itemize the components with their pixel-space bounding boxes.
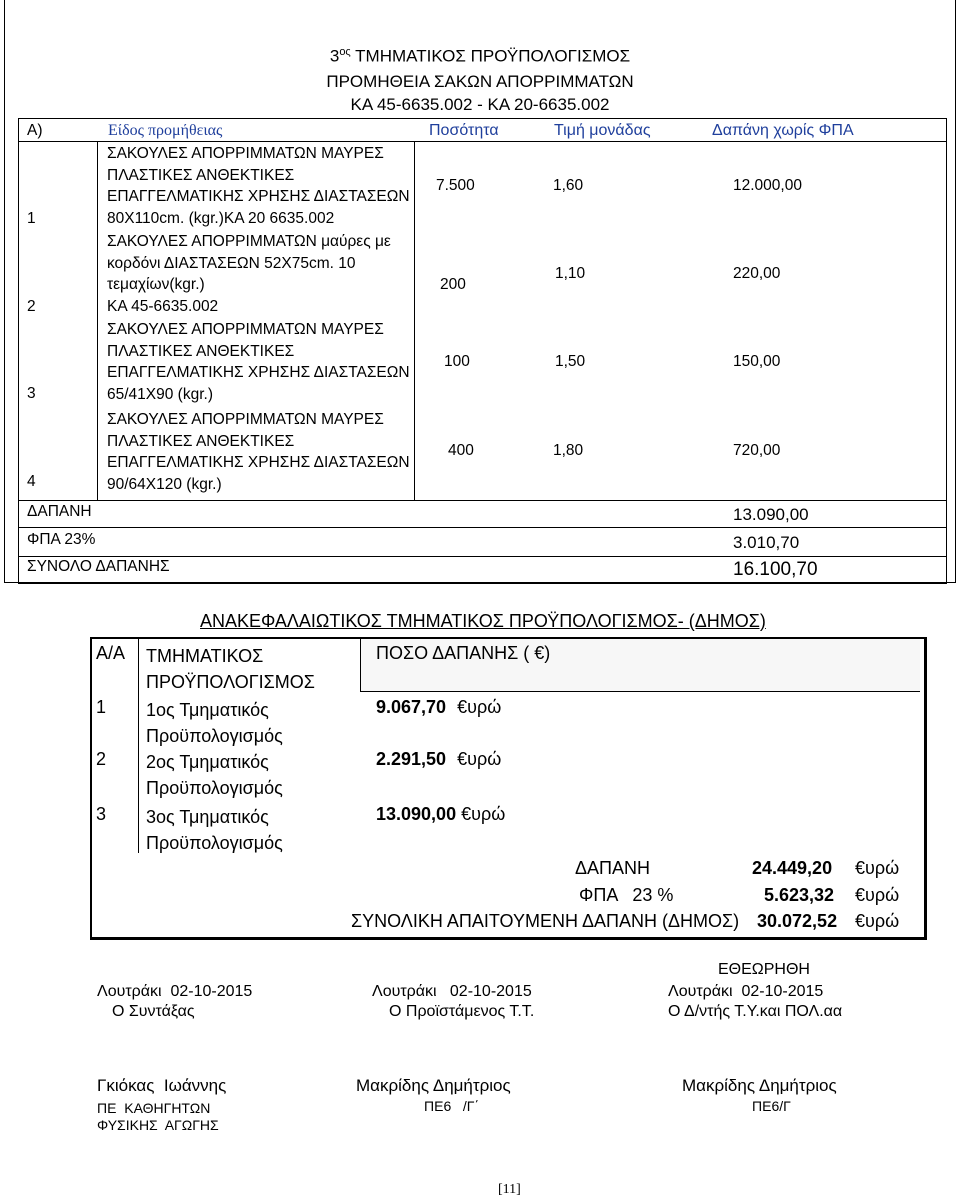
column-header-item: Είδος προμήθειας [108, 122, 223, 139]
signatory-title-line2: ΦΥΣΙΚΗΣ ΑΓΩΓΗΣ [97, 1117, 219, 1133]
table-rule [18, 500, 947, 501]
summary-row-amount: 9.067,70 €υρώ [376, 697, 502, 717]
summary-total-value: 24.449,20 [752, 858, 833, 878]
signature-place-date: Λουτράκι 02-10-2015 [668, 983, 824, 1000]
item-description: ΣΑΚΟΥΛΕΣ ΑΠΟΡΡΙΜΜΑΤΩΝ ΜΑΥΡΕΣ ΠΛΑΣΤΙΚΕΣ ΑΝΘΕΚΤΙΚΕΣ ΕΠΑΓΓΕΛΜΑΤΙΚΗΣ ΧΡΗΣΗΣ ΔΙΑΣΤΑΣΕΩΝ 80Χ110cm. (kgr.)ΚΑ 20 6635.002 [107, 145, 410, 227]
total-label: ΔΑΠΑΝΗ [27, 503, 92, 520]
row-number: 2 [27, 298, 36, 315]
summary-grand-total-currency: €υρώ [855, 911, 900, 931]
vat-label: ΦΠΑ 23% [27, 531, 96, 548]
signatory-title: ΠΕ6 /Γ΄ [424, 1098, 480, 1114]
summary-row-number: 1 [96, 697, 107, 717]
column-header-unit-price: Τιμή μονάδας [554, 122, 651, 139]
table-rule [18, 556, 947, 557]
cost-cell: 12.000,00 [733, 177, 802, 194]
signatory-name: Μακρίδης Δημήτριος [356, 1076, 511, 1095]
document-subtitle: ΠΡΟΜΗΘΕΙΑ ΣΑΚΩΝ ΑΠΟΡΡΙΜΜΑΤΩΝ [326, 72, 634, 91]
signature-role: Ο Συντάξας [112, 1003, 195, 1020]
quantity-cell: 200 [440, 276, 466, 293]
table-rule [18, 527, 947, 528]
title-superscript: ος [339, 46, 351, 58]
item-description: ΣΑΚΟΥΛΕΣ ΑΠΟΡΡΙΜΜΑΤΩΝ ΜΑΥΡΕΣ ΠΛΑΣΤΙΚΕΣ ΑΝΘΕΚΤΙΚΕΣ ΕΠΑΓΓΕΛΜΑΤΙΚΗΣ ΧΡΗΣΗΣ ΔΙΑΣΤΑΣΕΩΝ 90/64Χ120 (kgr.) [107, 411, 410, 493]
summary-grand-total-label: ΣΥΝΟΛΙΚΗ ΑΠΑΙΤΟΥΜΕΝΗ ΔΑΠΑΝΗ (ΔΗΜΟΣ) [351, 911, 740, 931]
summary-grand-total-value: 30.072,52 [757, 911, 838, 931]
table-rule [97, 141, 98, 500]
unit-price-cell: 1,10 [555, 265, 586, 282]
quantity-cell: 7.500 [436, 177, 475, 194]
item-description: ΣΑΚΟΥΛΕΣ ΑΠΟΡΡΙΜΜΑΤΩΝ ΜΑΥΡΕΣ ΠΛΑΣΤΙΚΕΣ ΑΝΘΕΚΤΙΚΕΣ ΕΠΑΓΓΕΛΜΑΤΙΚΗΣ ΧΡΗΣΗΣ ΔΙΑΣΤΑΣΕΩΝ 65/41Χ90 (kgr.) [107, 321, 410, 403]
signatory-name: Γκιόκας Ιωάννης [97, 1076, 227, 1095]
summary-vat-currency: €υρώ [855, 885, 900, 905]
quantity-cell: 400 [448, 442, 474, 459]
unit-price-cell: 1,50 [555, 353, 586, 370]
summary-title: ΑΝΑΚΕΦΑΛΑΙΩΤΙΚΟΣ ΤΜΗΜΑΤΙΚΟΣ ΠΡΟΫΠΟΛΟΓΙΣΜΟΣ- (ΔΗΜΟΣ) [200, 611, 766, 631]
grand-total-value: 16.100,70 [733, 559, 818, 580]
summary-row-number: 3 [96, 804, 107, 824]
summary-total-label: ΔΑΠΑΝΗ [575, 858, 651, 878]
title-text: ΤΜΗΜΑΤΙΚΟΣ ΠΡΟΫΠΟΛΟΓΙΣΜΟΣ [355, 46, 631, 66]
column-header-budget: ΤΜΗΜΑΤΙΚΟΣ ΠΡΟΫΠΟΛΟΓΙΣΜΟΣ [146, 646, 315, 692]
cost-cell: 720,00 [733, 442, 781, 459]
cost-cell: 220,00 [733, 265, 781, 282]
column-header-aa: Α/Α [96, 643, 126, 663]
signatory-name: Μακρίδης Δημήτριος [682, 1076, 837, 1095]
page-number: [11] [498, 1182, 521, 1197]
summary-row-amount: 2.291,50 €υρώ [376, 749, 502, 769]
title-number: 3 [329, 46, 340, 66]
summary-row-amount: 13.090,00 €υρώ [376, 804, 506, 824]
signatory-title: ΠΕ ΚΑΘΗΓΗΤΩΝ [97, 1100, 211, 1116]
summary-row-name: 3ος Τμηματικός Προϋπολογισμός [146, 807, 283, 853]
signature-role: Ο Δ/ντής Τ.Υ.και ΠΟΛ.αα [668, 1003, 843, 1020]
column-header-amount: ΠΟΣΟ ΔΑΠΑΝΗΣ ( €) [376, 643, 551, 663]
budget-codes: ΚΑ 45-6635.002 - ΚΑ 20-6635.002 [350, 95, 610, 114]
table-rule [18, 141, 947, 142]
column-header-cost: Δαπάνη χωρίς ΦΠΑ [712, 122, 854, 139]
approved-heading: ΕΘΕΩΡΗΘΗ [718, 961, 810, 978]
summary-row-name: 2ος Τμηματικός Προϋπολογισμός [146, 752, 283, 798]
unit-price-cell: 1,80 [553, 442, 584, 459]
table-rule [414, 141, 415, 500]
signature-place-date: Λουτράκι 02-10-2015 [372, 983, 532, 1000]
column-header-quantity: Ποσότητα [429, 122, 499, 139]
item-description: ΣΑΚΟΥΛΕΣ ΑΠΟΡΡΙΜΜΑΤΩΝ μαύρες με κορδόνι ΔΙΑΣΤΑΣΕΩΝ 52Χ75cm. 10 τεμαχίων(kgr.) ΚΑ 45-6635.002 [107, 233, 391, 315]
row-number: 3 [27, 385, 36, 402]
cost-cell: 150,00 [733, 353, 781, 370]
vat-value: 3.010,70 [733, 533, 800, 552]
document-title [0, 46, 960, 67]
table-rule [138, 639, 139, 853]
summary-row-number: 2 [96, 749, 107, 769]
row-number: 1 [27, 210, 36, 227]
quantity-cell: 100 [444, 353, 470, 370]
row-number: 4 [27, 473, 36, 490]
summary-vat-label: ΦΠΑ 23 % [579, 885, 674, 905]
total-value: 13.090,00 [733, 505, 809, 524]
summary-total-currency: €υρώ [855, 858, 900, 878]
signature-place-date: Λουτράκι 02-10-2015 [97, 983, 253, 1000]
summary-vat-value: 5.623,32 [764, 885, 835, 905]
signature-role: Ο Προϊστάμενος Τ.Τ. [389, 1003, 535, 1020]
section-label: Α) [27, 122, 43, 139]
grand-total-label: ΣΥΝΟΛΟ ΔΑΠΑΝΗΣ [27, 558, 170, 575]
summary-row-name: 1ος Τμηματικός Προϋπολογισμός [146, 700, 283, 746]
unit-price-cell: 1,60 [553, 177, 584, 194]
signatory-title: ΠΕ6/Γ [752, 1098, 791, 1114]
